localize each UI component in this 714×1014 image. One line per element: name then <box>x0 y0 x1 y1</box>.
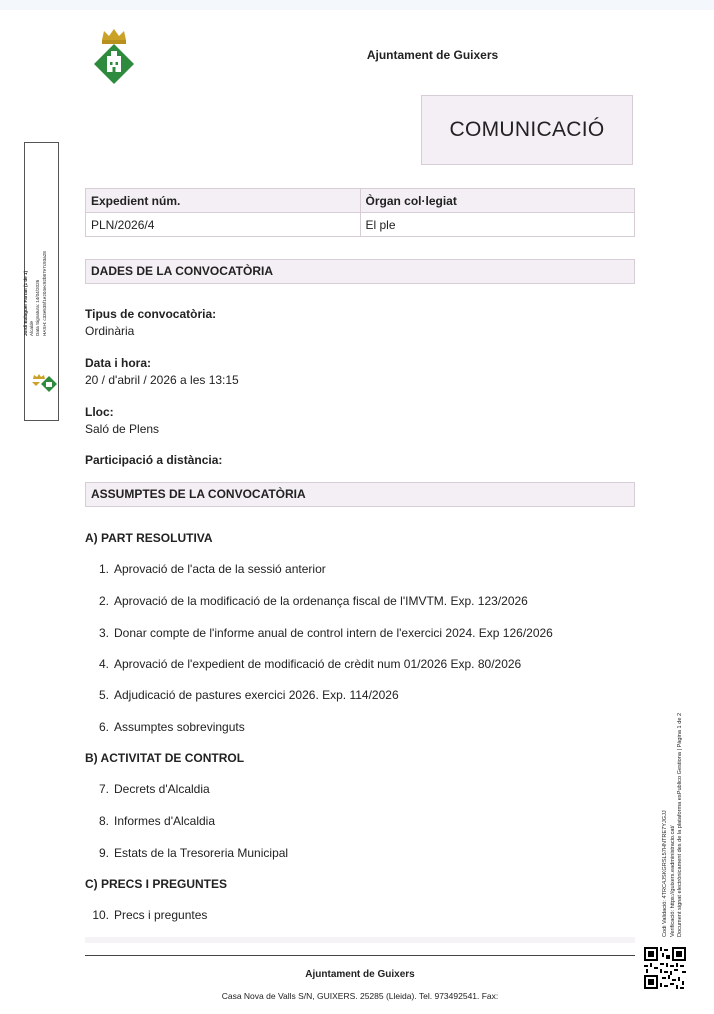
agenda-item-text: Assumptes sobrevinguts <box>114 720 245 734</box>
footer-rule <box>85 955 635 956</box>
agenda-item <box>85 720 245 734</box>
agenda-item-text: Aprovació de l'acta de la sessió anterior <box>114 562 326 576</box>
info-table-value-row <box>86 213 635 237</box>
section-agenda: ASSUMPTES DE LA CONVOCATÒRIA <box>85 482 635 507</box>
document-type-box <box>421 95 633 165</box>
remote-label: Participació a distància: <box>85 453 223 467</box>
organ-name: El ple <box>360 213 635 237</box>
agenda-item-number: 3. <box>98 626 109 640</box>
agenda-item-number: 4. <box>98 657 109 671</box>
agenda-group-heading: C) PRECS I PREGUNTES <box>85 877 228 891</box>
agenda-item-text: Decrets d'Alcaldia <box>114 782 210 796</box>
municipal-coat-of-arms-icon <box>92 26 136 84</box>
type-label: Tipus de convocatòria: <box>85 307 217 321</box>
signature-role: Alcalde <box>29 320 35 336</box>
agenda-item-number: 2. <box>98 594 109 608</box>
info-table <box>85 188 635 237</box>
info-table-header-row <box>86 189 635 213</box>
agenda-item-number: 10. <box>92 908 109 922</box>
agenda-item-number: 1. <box>98 562 109 576</box>
agenda-group-heading: A) PART RESOLUTIVA <box>85 531 213 545</box>
info-header-organ: Òrgan col·legiat <box>360 189 635 213</box>
signature-text <box>23 56 59 336</box>
signature-hash: HASH: c33e535f1e204ec92b87e7c93a28 <box>41 251 47 336</box>
verification-note: Document signat electrònicament des de la plataforma esPublico Gestiona | Pàgina 1 de 2 <box>677 712 684 937</box>
agenda-item <box>85 814 215 828</box>
verification-text <box>662 647 692 937</box>
agenda-item-number: 9. <box>98 846 109 860</box>
datetime-label: Data i hora: <box>85 356 152 370</box>
verification-code: Codi Validació: 4TRC4JSKGRSL57HNTRE7YJGJJ <box>662 810 668 937</box>
municipal-coat-of-arms-icon <box>30 374 58 394</box>
header-organization: Ajuntament de Guixers <box>366 48 499 62</box>
agenda-item <box>85 688 399 702</box>
footer-address: Casa Nova de Valls S/N, GUIXERS. 25285 (Lleida). Tel. 973492541. Fax: <box>221 991 499 1001</box>
agenda-item <box>85 626 553 640</box>
info-header-expedient: Expedient núm. <box>86 189 361 213</box>
agenda-item-number: 7. <box>98 782 109 796</box>
signature-signer: Jordi Balaguer Farran (1 de 1) <box>23 270 28 336</box>
agenda-item-number: 6. <box>98 720 109 734</box>
footer-organization: Ajuntament de Guixers <box>305 969 415 980</box>
section-convocatoria: DADES DE LA CONVOCATÒRIA <box>85 259 635 284</box>
agenda-item-text: Informes d'Alcaldia <box>114 814 216 828</box>
agenda-group-heading: B) ACTIVITAT DE CONTROL <box>85 751 245 765</box>
agenda-item-text: Adjudicació de pastures exercici 2026. Exp. 114/2026 <box>114 688 399 702</box>
agenda-item <box>85 594 528 608</box>
agenda-item-text: Aprovació de l'expedient de modificació de crèdit num 01/2026 Exp. 80/2026 <box>114 657 522 671</box>
datetime-value: 20 / d'abril / 2026 a les 13:15 <box>85 373 239 387</box>
place-value: Saló de Plens <box>85 422 160 436</box>
agenda-item <box>85 782 210 796</box>
agenda-item-number: 8. <box>98 814 109 828</box>
agenda-item-text: Precs i preguntes <box>114 908 208 922</box>
qr-code-icon <box>644 947 686 989</box>
section-divider <box>85 937 635 943</box>
place-label: Lloc: <box>85 405 114 419</box>
agenda-item-text: Donar compte de l'informe anual de control intern de l'exercici 2024. Exp 126/2026 <box>114 626 553 640</box>
agenda-item-text: Estats de la Tresoreria Municipal <box>114 846 289 860</box>
signature-date: Data Signatura: 14/04/2026 <box>35 279 41 336</box>
verification-url: Verificació: https://guixers.eadministracio.cat/ <box>669 825 676 937</box>
agenda-item <box>85 562 326 576</box>
type-value: Ordinària <box>85 324 135 338</box>
agenda-item-text: Aprovació de la modificació de la ordenança fiscal de l'IMVTM. Exp. 123/2026 <box>114 594 528 608</box>
agenda-item <box>85 908 207 922</box>
top-strip <box>0 0 714 10</box>
document-type-title: COMUNICACIÓ <box>449 118 605 141</box>
agenda-item-number: 5. <box>98 688 109 702</box>
agenda-item <box>85 846 288 860</box>
expedient-number: PLN/2026/4 <box>86 213 361 237</box>
agenda-item <box>85 657 521 671</box>
